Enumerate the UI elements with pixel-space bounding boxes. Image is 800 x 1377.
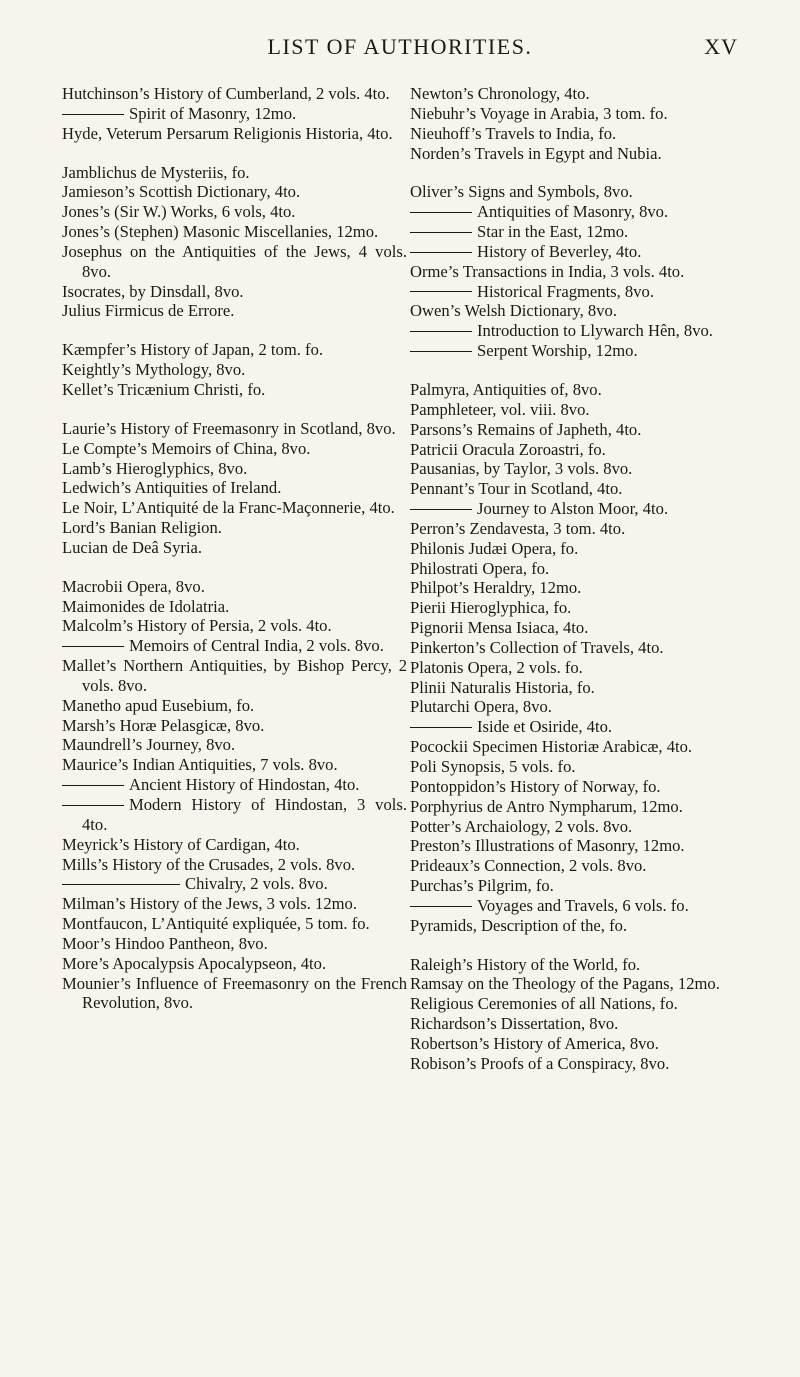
entry-text: Hutchinson’s History of Cumberland, 2 vols. 4to. <box>62 84 390 103</box>
bibliography-entry <box>410 479 755 499</box>
entry-text: Pontoppidon’s History of Norway, fo. <box>410 776 661 796</box>
bibliography-entry <box>410 658 755 678</box>
entry-text: Robison’s Proofs of a Conspiracy, 8vo. <box>410 1053 670 1073</box>
entry-text: History of Beverley, 4to. <box>477 241 642 261</box>
entry-text: Plinii Naturalis Historia, fo. <box>410 677 595 697</box>
bibliography-entry <box>410 598 755 618</box>
entry-text: Porphyrius de Antro Nympharum, 12mo. <box>410 796 683 816</box>
bibliography-entry <box>410 519 755 539</box>
ditto-dash <box>410 727 472 728</box>
bibliography-entry <box>410 817 755 837</box>
entry-text: Platonis Opera, 2 vols. fo. <box>410 657 583 677</box>
ditto-dash <box>410 232 472 233</box>
entry-text: Maundrell’s Journey, 8vo. <box>62 735 236 755</box>
entry-text: Mills’s History of the Crusades, 2 vols. 8vo. <box>62 854 356 874</box>
bibliography-entry <box>410 678 755 698</box>
bibliography-entry <box>62 222 407 242</box>
bibliography-entry <box>410 262 755 282</box>
bibliography-entry <box>62 104 407 124</box>
entry-text: Montfaucon, L’Antiquité expliquée, 5 tom. fo. <box>62 914 370 934</box>
entry-text: Kæmpfer’s History of Japan, 2 tom. fo. <box>62 340 324 360</box>
bibliography-entry <box>410 222 755 242</box>
entry-text: Pignorii Mensa Isiaca, 4to. <box>410 618 589 638</box>
bibliography-entry <box>410 737 755 757</box>
entry-text: Isocrates, by Dinsdall, 8vo. <box>62 281 244 301</box>
entry-text: Patricii Oracula Zoroastri, fo. <box>410 439 606 459</box>
bibliography-entry <box>410 757 755 777</box>
bibliography-entry <box>62 380 407 400</box>
bibliography-entry <box>410 440 755 460</box>
bibliography-entry <box>410 578 755 598</box>
bibliography-entry <box>410 104 755 124</box>
bibliography-entry <box>62 577 407 597</box>
group-spacer <box>62 321 407 340</box>
entry-text: Manetho apud Eusebium, fo. <box>62 695 255 715</box>
bibliography-entry <box>62 795 407 835</box>
entry-text: Pocockii Specimen Historiæ Arabicæ, 4to. <box>410 737 693 757</box>
bibliography-entry <box>410 124 755 144</box>
bibliography-entry <box>410 202 755 222</box>
entry-text: Purchas’s Pilgrim, fo. <box>410 876 554 896</box>
bibliography-entry <box>410 242 755 262</box>
ditto-dash <box>62 805 124 806</box>
ditto-dash <box>62 646 124 647</box>
entry-text: Palmyra, Antiquities of, 8vo. <box>410 379 602 399</box>
entry-text: Le Noir, L’Antiquité de la Franc-Maçonnerie, 4to. <box>62 498 395 518</box>
entry-text: Jones’s (Stephen) Masonic Miscellanies, 12mo. <box>62 222 379 242</box>
group-spacer <box>410 936 755 955</box>
ditto-dash <box>410 291 472 292</box>
bibliography-entry <box>410 974 755 994</box>
entry-text: Parsons’s Remains of Japheth, 4to. <box>410 419 642 439</box>
entry-text: Modern History of Hindostan, 3 vols. 4to. <box>82 795 407 834</box>
entry-text: Meyrick’s History of Cardigan, 4to. <box>62 834 300 854</box>
entry-text: Historical Fragments, 8vo. <box>477 281 654 301</box>
bibliography-entry <box>410 341 755 361</box>
entry-text: Lord’s Banian Religion. <box>62 518 222 538</box>
bibliography-entry <box>410 856 755 876</box>
bibliography-entry <box>410 182 755 202</box>
bibliography-entry <box>62 974 407 1014</box>
group-spacer <box>62 144 407 163</box>
group-spacer <box>62 400 407 419</box>
entry-text: Pamphleteer, vol. viii. 8vo. <box>410 399 590 419</box>
entry-text: Spirit of Masonry, 12mo. <box>129 103 297 123</box>
ditto-dash <box>62 114 124 115</box>
right-column <box>410 84 755 1074</box>
entry-text: More’s Apocalypsis Apocalypseon, 4to. <box>62 953 327 973</box>
bibliography-entry <box>410 994 755 1014</box>
entry-text: Ramsay on the Theology of the Pagans, 12mo. <box>410 974 720 994</box>
group-spacer <box>62 558 407 577</box>
ditto-dash <box>410 906 472 907</box>
entry-text: Julius Firmicus de Errore. <box>62 301 235 321</box>
bibliography-entry <box>410 955 755 975</box>
bibliography-entry <box>62 934 407 954</box>
entry-text: Jamblichus de Mysteriis, fo. <box>62 162 250 182</box>
bibliography-entry <box>62 478 407 498</box>
bibliography-entry <box>62 242 407 282</box>
entry-text: Chivalry, 2 vols. 8vo. <box>185 874 328 894</box>
ditto-dash <box>410 509 472 510</box>
ditto-dash <box>62 785 124 786</box>
bibliography-entry <box>62 696 407 716</box>
entry-text: Josephus on the Antiquities of the Jews, 4 vols. 8vo. <box>62 241 407 281</box>
bibliography-entry <box>410 797 755 817</box>
bibliography-entry <box>62 124 407 144</box>
entry-text: Raleigh’s History of the World, fo. <box>410 954 641 974</box>
bibliography-entry <box>410 896 755 916</box>
bibliography-entry <box>62 419 407 439</box>
group-spacer <box>410 361 755 380</box>
entry-text: Poli Synopsis, 5 vols. fo. <box>410 757 576 776</box>
bibliography-entry <box>62 340 407 360</box>
entry-text: Hyde, Veterum Persarum Religionis Historia, 4to. <box>62 123 393 143</box>
entry-text: Niebuhr’s Voyage in Arabia, 3 tom. fo. <box>410 103 668 123</box>
entry-text: Kellet’s Tricænium Christi, fo. <box>62 379 266 399</box>
entry-text: Introduction to Llywarch Hên, 8vo. <box>477 321 713 341</box>
bibliography-entry <box>410 876 755 896</box>
entry-text: Richardson’s Dissertation, 8vo. <box>410 1014 619 1034</box>
bibliography-entry <box>62 498 407 518</box>
bibliography-entry <box>410 638 755 658</box>
bibliography-entry <box>62 914 407 934</box>
entry-text: Malcolm’s History of Persia, 2 vols. 4to. <box>62 616 332 636</box>
bibliography-entry <box>410 420 755 440</box>
entry-text: Milman’s History of the Jews, 3 vols. 12mo. <box>62 894 357 914</box>
bibliography-entry <box>410 282 755 302</box>
ditto-dash <box>410 212 472 213</box>
bibliography-entry <box>62 518 407 538</box>
entry-text: Plutarchi Opera, 8vo. <box>410 697 552 717</box>
bibliography-entry <box>410 321 755 341</box>
entry-text: Newton’s Chronology, 4to. <box>410 84 590 103</box>
entry-text: Macrobii Opera, 8vo. <box>62 576 205 596</box>
bibliography-entry <box>62 282 407 302</box>
group-spacer <box>410 163 755 182</box>
bibliography-entry <box>410 618 755 638</box>
bibliography-entry <box>62 894 407 914</box>
bibliography-entry <box>62 597 407 617</box>
bibliography-entry <box>62 163 407 183</box>
entry-text: Maimonides de Idolatria. <box>62 596 230 616</box>
entry-text: Marsh’s Horæ Pelasgicæ, 8vo. <box>62 715 265 735</box>
bibliography-entry <box>410 400 755 420</box>
entry-text: Owen’s Welsh Dictionary, 8vo. <box>410 301 617 321</box>
ditto-dash <box>410 351 472 352</box>
entry-text: Mallet’s Northern Antiquities, by Bishop Percy, 2 vols. 8vo. <box>62 656 407 695</box>
ditto-dash <box>410 331 472 332</box>
page-number: XV <box>704 34 738 59</box>
bibliography-entry <box>410 697 755 717</box>
entry-text: Laurie’s History of Freemasonry in Scotland, 8vo. <box>62 418 396 438</box>
bibliography-entry <box>62 874 407 894</box>
bibliography-entry <box>62 835 407 855</box>
entry-text: Serpent Worship, 12mo. <box>477 341 638 361</box>
bibliography-entry <box>62 301 407 321</box>
entry-text: Pinkerton’s Collection of Travels, 4to. <box>410 637 664 657</box>
entry-text: Mounier’s Influence of Freemasonry on the French Revolution, 8vo. <box>62 973 407 1013</box>
page-header <box>0 30 800 70</box>
entry-text: Philonis Judæi Opera, fo. <box>410 538 579 558</box>
entry-text: Pausanias, by Taylor, 3 vols. 8vo. <box>410 459 633 479</box>
entry-text: Potter’s Archaiology, 2 vols. 8vo. <box>410 816 633 836</box>
bibliography-entry <box>410 499 755 519</box>
bibliography-entry <box>410 916 755 936</box>
bibliography-entry <box>410 84 755 104</box>
bibliography-entry <box>410 144 755 164</box>
bibliography-entry <box>410 559 755 579</box>
bibliography-entry <box>62 716 407 736</box>
entry-text: Pierii Hieroglyphica, fo. <box>410 598 572 618</box>
entry-text: Philpot’s Heraldry, 12mo. <box>410 578 582 598</box>
bibliography-entry <box>62 636 407 656</box>
entry-text: Norden’s Travels in Egypt and Nubia. <box>410 143 662 163</box>
bibliography-entry <box>62 182 407 202</box>
bibliography-entry <box>62 84 407 104</box>
entry-text: Jamieson’s Scottish Dictionary, 4to. <box>62 182 301 202</box>
bibliography-entry <box>62 538 407 558</box>
entry-text: Moor’s Hindoo Pantheon, 8vo. <box>62 933 268 953</box>
bibliography-entry <box>62 360 407 380</box>
entry-text: Le Compte’s Memoirs of China, 8vo. <box>62 438 311 458</box>
ditto-dash <box>62 884 180 885</box>
entry-text: Lamb’s Hieroglyphics, 8vo. <box>62 458 248 478</box>
entry-text: Ledwich’s Antiquities of Ireland. <box>62 478 282 498</box>
entry-text: Lucian de Deâ Syria. <box>62 537 203 557</box>
entry-text: Journey to Alston Moor, 4to. <box>477 499 669 519</box>
bibliography-entry <box>62 855 407 875</box>
entry-text: Voyages and Travels, 6 vols. fo. <box>477 895 689 915</box>
entry-text: Prideaux’s Connection, 2 vols. 8vo. <box>410 856 647 876</box>
bibliography-entry <box>62 735 407 755</box>
entry-text: Antiquities of Masonry, 8vo. <box>477 202 669 222</box>
entry-text: Keightly’s Mythology, 8vo. <box>62 360 246 380</box>
entry-text: Preston’s Illustrations of Masonry, 12mo. <box>410 836 685 856</box>
bibliography-entry <box>410 1054 755 1074</box>
entry-text: Maurice’s Indian Antiquities, 7 vols. 8vo. <box>62 755 338 775</box>
bibliography-entry <box>410 717 755 737</box>
bibliography-entry <box>410 1034 755 1054</box>
entry-text: Memoirs of Central India, 2 vols. 8vo. <box>129 636 384 656</box>
entry-text: Jones’s (Sir W.) Works, 6 vols, 4to. <box>62 202 296 222</box>
entry-text: Religious Ceremonies of all Nations, fo. <box>410 994 678 1014</box>
entry-text: Ancient History of Hindostan, 4to. <box>129 775 360 795</box>
entry-text: Robertson’s History of America, 8vo. <box>410 1033 659 1053</box>
entry-text: Philostrati Opera, fo. <box>410 558 550 578</box>
bibliography-entry <box>62 656 407 696</box>
bibliography-entry <box>62 202 407 222</box>
entry-text: Oliver’s Signs and Symbols, 8vo. <box>410 182 633 202</box>
entry-text: Nieuhoff’s Travels to India, fo. <box>410 123 617 143</box>
bibliography-entry <box>410 1014 755 1034</box>
bibliography-entry <box>410 539 755 559</box>
bibliography-entry <box>410 301 755 321</box>
entry-text: Orme’s Transactions in India, 3 vols. 4to. <box>410 261 685 281</box>
bibliography-entry <box>62 954 407 974</box>
bibliography-entry <box>62 616 407 636</box>
bibliography-entry <box>62 775 407 795</box>
bibliography-entry <box>62 755 407 775</box>
bibliography-entry <box>410 777 755 797</box>
left-column <box>62 84 407 1013</box>
entry-text: Iside et Osiride, 4to. <box>477 717 613 737</box>
entry-text: Perron’s Zendavesta, 3 tom. 4to. <box>410 518 626 538</box>
entry-text: Pyramids, Description of the, fo. <box>410 915 628 935</box>
ditto-dash <box>410 252 472 253</box>
bibliography-entry <box>410 836 755 856</box>
bibliography-entry <box>410 380 755 400</box>
bibliography-entry <box>62 439 407 459</box>
entry-text: Pennant’s Tour in Scotland, 4to. <box>410 479 623 499</box>
bibliography-entry <box>410 459 755 479</box>
bibliography-entry <box>62 459 407 479</box>
running-title: LIST OF AUTHORITIES. <box>267 34 533 59</box>
entry-text: Star in the East, 12mo. <box>477 222 629 242</box>
